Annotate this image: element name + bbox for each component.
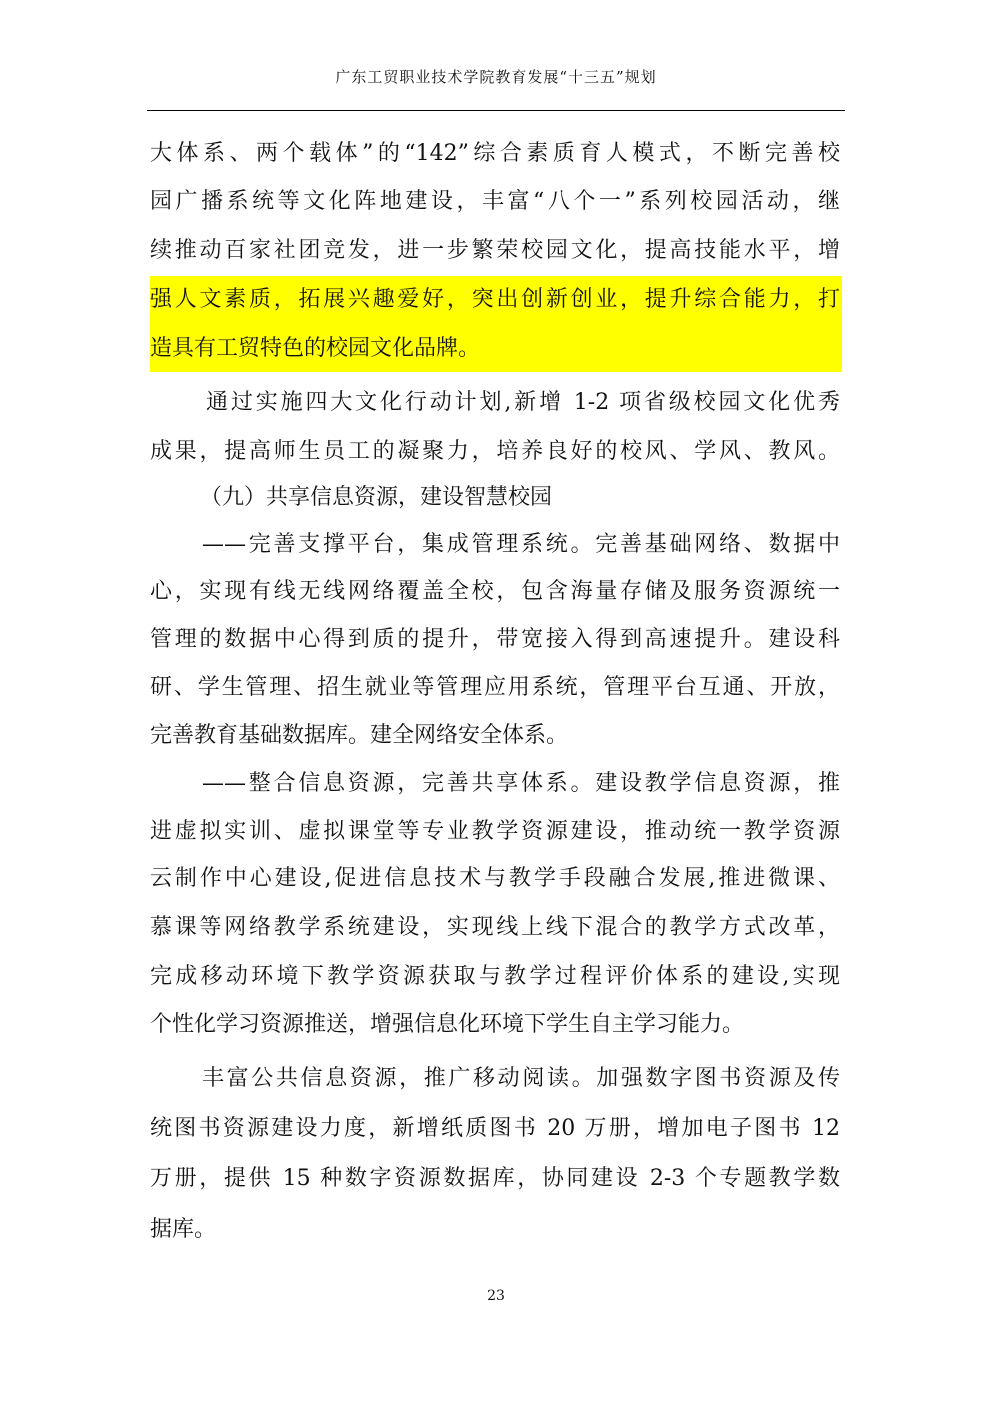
- text-line-highlighted: 造具有工贸特色的校园文化品牌。: [150, 336, 481, 361]
- text-line: 续推动百家社团竞发，进一步繁荣校园文化，提高技能水平，增: [150, 238, 840, 263]
- text-line-highlighted: 强人文素质，拓展兴趣爱好，突出创新创业，提升综合能力，打: [150, 287, 840, 312]
- text-line: 据库。: [150, 1217, 217, 1242]
- text-line: 园广播系统等文化阵地建设，丰富“八个一”系列校园活动，继: [150, 189, 840, 214]
- text-line: 管理的数据中心得到质的提升，带宽接入得到高速提升。建设科: [150, 627, 840, 652]
- text-line: 统图书资源建设力度，新增纸质图书 20 万册，增加电子图书 12: [150, 1116, 840, 1141]
- text-line: 丰富公共信息资源，推广移动阅读。加强数字图书资源及传: [202, 1066, 840, 1091]
- text-line: 完成移动环境下教学资源获取与教学过程评价体系的建设,实现: [150, 964, 840, 989]
- text-line: 慕课等网络教学系统建设，实现线上线下混合的教学方式改革，: [150, 915, 840, 940]
- text-line: 个性化学习资源推送，增强信息化环境下学生自主学习能力。: [150, 1012, 745, 1037]
- text-line: 万册，提供 15 种数字资源数据库，协同建设 2-3 个专题教学数: [150, 1166, 840, 1191]
- running-header: 广东工贸职业技术学院教育发展“十三五”规划: [335, 68, 657, 86]
- text-line: 研、学生管理、招生就业等管理应用系统，管理平台互通、开放，: [150, 675, 840, 700]
- text-line: ——整合信息资源，完善共享体系。建设教学信息资源，推: [202, 771, 840, 796]
- text-line: 大体系、两个载体”的“142”综合素质育人模式，不断完善校: [150, 141, 840, 166]
- page-number: 23: [487, 1288, 505, 1304]
- text-line: 心，实现有线无线网络覆盖全校，包含海量存储及服务资源统一: [150, 579, 840, 604]
- text-line: 成果，提高师生员工的凝聚力，培养良好的校风、学风、教风。: [150, 439, 840, 464]
- text-line: 云制作中心建设,促进信息技术与教学手段融合发展,推进微课、: [150, 866, 840, 891]
- text-line: ——完善支撑平台，集成管理系统。完善基础网络、数据中: [202, 532, 840, 557]
- text-line: 完善教育基础数据库。建全网络安全体系。: [150, 723, 569, 748]
- section-heading: （九）共享信息资源，建设智慧校园: [200, 485, 553, 510]
- text-line: 进虚拟实训、虚拟课堂等专业教学资源建设，推动统一教学资源: [150, 819, 840, 844]
- header-rule: [147, 110, 845, 111]
- text-line: 通过实施四大文化行动计划,新增 1-2 项省级校园文化优秀: [206, 390, 840, 415]
